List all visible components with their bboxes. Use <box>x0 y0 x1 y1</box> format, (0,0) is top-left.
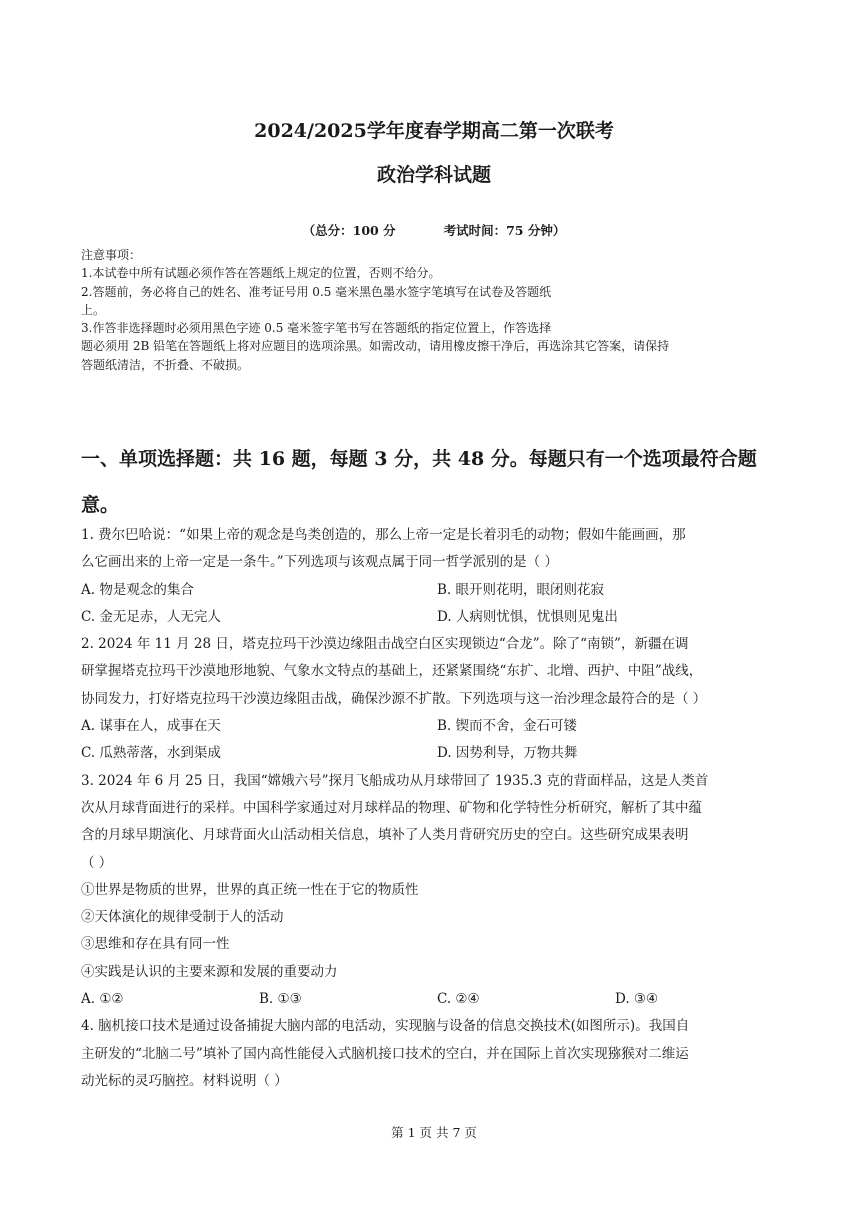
statement-1: ①世界是物质的世界，世界的真正统一性在于它的物质性 <box>81 881 419 898</box>
question-2 <box>81 631 793 767</box>
subject-title: 政治学科试题 <box>376 164 491 186</box>
section-heading-line: 一、单项选择题：共 16 题，每题 3 分，共 48 分。每题只有一个选项最符合题 <box>81 448 757 470</box>
total-score: （总分：100 分 <box>302 223 396 238</box>
statement-3: ③思维和存在具有同一性 <box>81 936 230 953</box>
question-text: 主研发的“北脑二号”填补了国内高性能侵入式脑机接口技术的空白，并在国际上首次实现猕猴对二维运 <box>81 1045 689 1062</box>
instruction-line: 上。 <box>81 302 106 317</box>
option-d: D. 因势利导，万物共舞 <box>437 745 578 762</box>
section-heading-line: 意。 <box>81 494 120 516</box>
question-text: 1. 费尔巴哈说：“如果上帝的观念是鸟类创造的，那么上帝一定是长着羽毛的动物；假如牛能画画，那 <box>81 527 686 543</box>
question-1 <box>81 522 793 631</box>
question-3 <box>81 768 793 1014</box>
option-c: C. ②④ <box>437 991 480 1008</box>
exam-time: 考试时间：75 分钟） <box>443 223 566 238</box>
question-text: 动光标的灵巧脑控。材料说明（ ） <box>81 1072 288 1089</box>
instruction-line: 答题纸清洁，不折叠、不破损。 <box>81 357 250 372</box>
question-text: 2. 2024 年 11 月 28 日，塔克拉玛干沙漠边缘阻击战空白区实现锁边“合龙”。除了“南锁”，新疆在调 <box>81 636 689 653</box>
questions <box>81 522 793 1095</box>
question-text: 4. 脑机接口技术是通过设备捕捉大脑内部的电活动，实现脑与设备的信息交换技术(如图所示)。我国自 <box>81 1018 690 1035</box>
instructions-heading: 注意事项： <box>81 248 142 262</box>
option-c: C. 瓜熟蒂落，水到渠成 <box>81 745 221 762</box>
question-text: 协同发力，打好塔克拉玛干沙漠边缘阻击战，确保沙源不扩散。下列选项与这一治沙理念最符合的是（ ） <box>81 690 707 707</box>
option-a: A. ①② <box>81 991 124 1008</box>
option-b: B. 眼开则花明，眼闭则花寂 <box>437 581 605 598</box>
statement-2: ②天体演化的规律受制于人的活动 <box>81 909 284 926</box>
question-text: 么它画出来的上帝一定是一条牛。”下列选项与该观点属于同一哲学派别的是（ ） <box>81 554 558 571</box>
page-number: 第 1 页 共 7 页 <box>391 1125 477 1140</box>
option-a: A. 物是观念的集合 <box>81 581 194 598</box>
instructions <box>81 246 793 374</box>
option-d: D. 人病则忧惧，忧惧则见鬼出 <box>437 608 618 625</box>
instruction-line: 2.答题前，务必将自己的姓名、准考证号用 0.5 毫米黑色墨水签字笔填写在试卷及答题纸 <box>81 284 552 299</box>
option-c: C. 金无足赤，人无完人 <box>81 608 221 625</box>
instruction-line: 题必须用 2B 铅笔在答题纸上将对应题目的选项涂黑。如需改动，请用橡皮擦干净后，再选涂其它答案，请保持 <box>81 339 670 354</box>
question-text: 3. 2024 年 6 月 25 日，我国“嫦娥六号”探月飞船成功从月球带回了 1935.3 克的背面样品，这是人类首 <box>81 772 709 789</box>
option-b: B. ①③ <box>259 991 302 1008</box>
option-d: D. ③④ <box>615 991 659 1008</box>
option-b: B. 锲而不舍，金石可镂 <box>437 718 578 735</box>
question-text: 次从月球背面进行的采样。中国科学家通过对月球样品的物理、矿物和化学特性分析研究，解析了其中蕴 <box>81 799 702 816</box>
question-text: 研掌握塔克拉玛干沙漠地形地貌、气象水文特点的基础上，还紧紧围绕“东扩、北增、西护、中阻”战线， <box>81 663 703 680</box>
statement-4: ④实践是认识的主要来源和发展的重要动力 <box>81 963 338 980</box>
question-4 <box>81 1013 793 1095</box>
option-a: A. 谋事在人，成事在天 <box>81 718 221 735</box>
exam-title: 2024/2025学年度春学期高二第一次联考 <box>254 120 614 142</box>
instruction-line: 3.作答非选择题时必须用黑色字迹 0.5 毫米签字笔书写在答题纸的指定位置上，作答选择 <box>81 321 552 336</box>
exam-meta <box>0 221 868 239</box>
section-heading <box>81 436 793 528</box>
instruction-line: 1.本试卷中所有试题必须作答在答题纸上规定的位置，否则不给分。 <box>81 266 441 281</box>
question-text: （ ） <box>81 854 113 871</box>
question-text: 含的月球早期演化、月球背面火山活动相关信息，填补了人类月背研究历史的空白。这些研究成果表明 <box>81 827 689 844</box>
